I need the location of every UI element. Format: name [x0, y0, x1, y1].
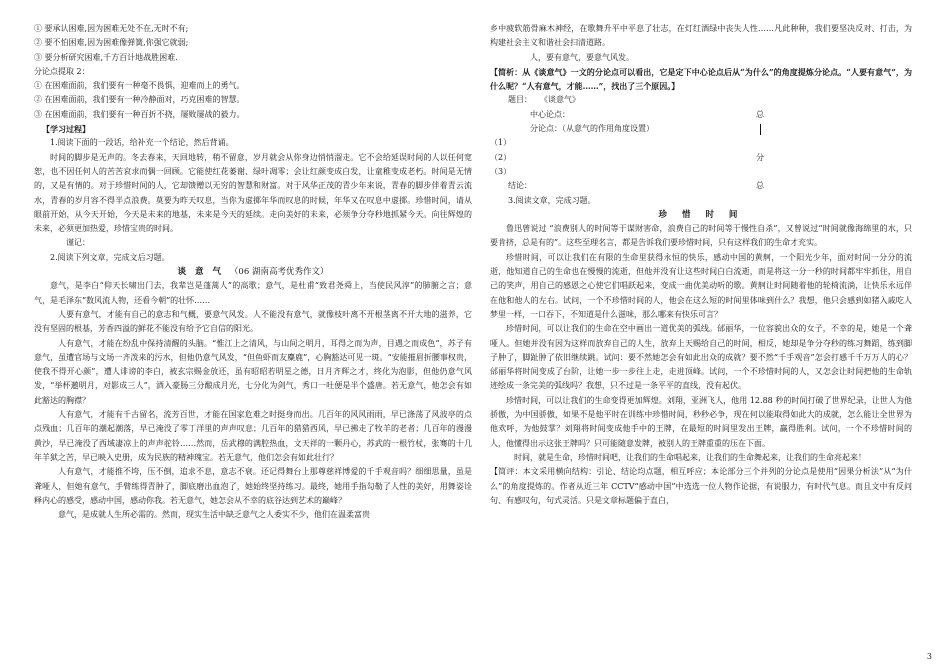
topic-label: 题目： [508, 95, 532, 105]
outline-topic [490, 93, 912, 107]
num-2: （2） [490, 152, 512, 162]
task-1: 1.阅读下面的一段话，给补充一个结论，然后背诵。 [50, 138, 234, 148]
point-3: ③ 在困难面前，我们要有一种百折不挠，屡败屡战的毅力。 [34, 109, 245, 119]
outline-sub [490, 122, 912, 136]
point-2: ② 在困难面前，我们要有一种冷静面对，巧克困难的智慧。 [34, 95, 245, 105]
essay-title-text: 谈 意 气 [177, 267, 224, 278]
essay-paragraph: 意气，是李白“仰天长啸出门去，我辈岂是蓬蒿人”的高歌；意气，是杜甫“致君尧舜上，当使民风淳”的肺腑之言；意气，是毛泽东“数风流人物，还看今朝”的壮怀…… [34, 281, 472, 305]
essay-note: （06 湖南高考优秀作文） [229, 267, 329, 278]
mark-total-bottom: 总 [756, 181, 764, 191]
task-2: 2.阅读下列文章，完成文后习题。 [50, 252, 170, 262]
process-heading: 【学习过程】 [42, 124, 90, 135]
essay2-paragraph: 珍惜时间，可以让我们的生命变得更加辉煌。刘翔，亚洲飞人，他用 12.88 秒的时间打破了世界纪录，让世人为他骄傲，为中国骄傲，如果不是他平时在训练中珍惜时间，秒秒必争，现在何以能取得如此大的成就，怎么能让全世界为他欢呼，为他鼓掌？刘翔将时间变成他手中的王牌，在最短的时间里发出王牌，赢得胜利。试问，一个不珍惜时间的人，他懂得出示这张王牌吗？只可能随意发牌，被别人的王牌重重的压在下面。 [490, 395, 912, 448]
sub-label: 分论点：（从意气的作用角度设置） [530, 124, 654, 134]
essay2-paragraph: 时间，就是生命，珍惜时间吧，让我们的生命唱起来，让我们的生命舞起来，让我们的生命亮起来！ [514, 452, 866, 462]
mark-part: 分 [756, 152, 764, 162]
mark-total-top: 总 [756, 109, 764, 119]
item-3: ③ 要分析研究困难,千方百计地战胜困难. [34, 52, 178, 62]
analysis-2: 【简评：本文采用横向结构：引论、结论均点题，相互呼应；本论部分三个并列的分论点是使用“因果分析法”从“为什么”的角度提炼的。作者从近三年 CCTV“感动中国”中选选一位人物作论据，有说服力，有时代气息。而且文中有反问句、有感叹句，句式灵活。只是文章标题偏于直白， [490, 467, 912, 505]
outline-num [490, 136, 912, 150]
num-1: （1） [490, 138, 512, 148]
cont-paragraph: 乡中疲软筋骨麻木神经，在歌舞升平中平息了壮志，在灯红酒绿中丧失人性……凡此种种，我们要坚决反对、打击，为构建社会主义和谐社会扫清道路。 [490, 24, 912, 48]
item-1: ① 要承认困难,因为困难无处不在,无时不有; [34, 24, 189, 33]
conclusion-label: 结论： [508, 181, 532, 191]
time-paragraph: 时间的脚步是无声的。冬去春来，天回地转，稍不留意，岁月就会从你身边悄悄溜走。它不会给延误时间的人以任何宽恕，也不因任何人的苦苦哀求而偶一回顾。它能使红花萎谢、绿叶凋零；会让红颜变成白发，让童稚变成老朽。时间是无情的，又是有情的。对于珍惜时间的人，它却馈赠以无穷的智慧和财富。对于风华正茂的青少年来说，青春的脚步伴着青云流水，青春的岁月容不得半点浪费。莫要为昨天叹息，当你为虚掷年华而叹息的时候，年华又在叹息中虚掷。珍惜时间，请从眼前开始，从今天开始，今天是未来的地基，未来是今天的延续。走向美好的未来，必须争分夺秒地抓紧今天。向往辉煌的未来，必须更加热爱，珍惜宝贵的时间。 [34, 152, 472, 234]
essay-paragraph: 人有意气，才能有千古留名，流芳百世，才能在国家危难之时挺身而出。几百年的风风雨雨，早已涤荡了风波亭的点点残血；几百年的潮起潮落，早已淹没了零丁洋里的声声叹息；几百年的猎猎西风，早已拂走了牧羊的老者；几百年的漫漫黄沙，早已淹没了西域凄凉上的声声驼铃……然而，岳武穆的满腔热血，文天祥的一颗丹心，苏武的一根竹杖，张骞的十几年羊狱之苦，早已映入史册，成为民族的精神瑰宝。若无意气，他们怎会有如此壮行？ [34, 410, 472, 462]
essay2-paragraph: 珍惜时间，可以让我们的生命在空中画出一道优美的弧线。邰丽华，一位容貌出众的女子，不幸的是，她是一个聋哑人。但她并没有因为这样而放弃自己的人生，放弃上天赐给自己的时间，相反，她却是争分夺秒的练习舞蹈，练到脚子肿了，脚趾肿了依旧继续跳。试问：要不然她怎会有如此出众的成就？要不然“千手观音”怎会打感千千万万人的心？邰丽华将时间变成了台阶，让她一步一步往上走，走进顶峰。试问，一个不珍惜时间的人，又怎会让时间把他的生命轨迹绘成一条完美的弧线吗？我想，只不过是一条平平的直线，没有起伏。 [490, 324, 912, 391]
central-label: 中心论点： [530, 109, 570, 119]
num-3: （3） [490, 166, 512, 176]
essay-title [34, 265, 472, 279]
outline-conclusion [490, 179, 912, 193]
item-2: ② 要不怕困难,因为困难像弹簧,你强它就弱; [34, 38, 189, 48]
essay-paragraph: 人有意气，才能在纷乱中保持清醒的头脑。“惟江上之清风，与山间之明月，耳得之而为声，目遇之而成色”，苏子有意气，虽遭官场与文场一齐泼来的污水，但他仍意气风发，“但鱼虾而友麋鹿”，心胸豁达可见一斑。“安能摧眉折腰事权贵，使我不得开心颜”，遭人诽谤的李白，被玄宗赐金放还，虽有昭昭若明星之德，日月齐辉之才，终化为泡影，但他仍意气风发，“举杯邀明月，对影成三人”，酒入豪肠三分酿成月光，七分化为剑气，秀口一吐便是半个盛唐。若无意气，他怎会有如此豁达的胸襟？ [34, 338, 472, 405]
essay-paragraph: 人有意气，才能推不垮，压不倒，追求不息，意志不衰。还记得舞台上那尊慈祥博爱的千手观音吗？细细思量，虽是聋哑人，但她有意气，手臂练得青肿了，脚底磨出血泡了，她始终坚持练习。最终，她用手指勾勒了人性的美好，用舞姿诠释内心的感受，感动中国，感动你我。若无意气，她怎会从不幸的底谷达到艺术的巅峰？ [34, 467, 472, 505]
topic-value: 《谈意气》 [540, 95, 580, 105]
left-column [34, 22, 472, 522]
outline-central [490, 108, 912, 122]
outline-num [490, 151, 912, 165]
outline-num [490, 165, 912, 179]
bracket-line [760, 124, 761, 135]
essay2-title: 珍 惜 时 间 [658, 209, 744, 220]
essay-paragraph: 意气，是成就人生所必需的。然而，现实生活中缺乏意气之人委实不少，他们在温柔富贵 [58, 510, 370, 520]
essay2-paragraph: 珍惜时间，可以让我们在有限的生命里获得永恒的快乐，感动中国的黄舸，一个阳光少年，面对时间一分分的流逝，他知道自己的生命也在慢慢的流逝，但他并没有让这些时间白白流逝，而是将这一分一秒的时间都牢牢抓住，用自己的笑声，用自己的感恩之心使它们唱跃起来，变成一曲优美动听的歌。黄舸让时间随着他的轮椅流淌，让快乐永远伴在他和他人的左右。试问，一个不珍惜时间的人，他会在这么短的时间里体味到什么？我想，他只会感到如猪入戚吃人梦里一样，一口吞下，不知道是什么滋味，那么哪来有快乐可言？ [490, 252, 912, 319]
analysis-1: 【简析：从《谈意气》一文的分论点可以看出，它是定下中心论点后从“为什么”的角度提炼分论点。“人要有意气”，为什么呢？“人有意气，才能……”，找出了三个原因。】 [490, 66, 912, 92]
cont-paragraph: 人，要有意气，要意气风发。 [530, 52, 634, 62]
essay2-paragraph: 鲁迅曾说过 “浪费别人的时间等于谋财害命，浪费自己的时间等于慢性自杀”，又曾说过“时间就像海绵里的水，只要肯挤，总是有的”。这些至理名言，都是告诉我们要珍惜时间，只有这样我们的生命才充实。 [490, 224, 912, 248]
jinji-label: 谨记： [66, 238, 90, 248]
extract-label: 分论点提取 2： [34, 66, 90, 76]
point-1: ① 在困难面前，我们要有一种毫不畏惧，迎难而上的勇气。 [34, 81, 245, 91]
task-3: 3.阅读文章，完成习题。 [508, 195, 596, 205]
page-number: 3 [926, 652, 932, 661]
essay-paragraph: 人要有意气，才能有自己的意志和气概，要意气风发。人不能没有意气，就像枝叶离不开根茎离不开大地的滋养，它没有坚固的根基，芳香四溢的鲜花不能没有给予它自信的阳光。 [34, 309, 472, 334]
right-column [490, 22, 912, 508]
